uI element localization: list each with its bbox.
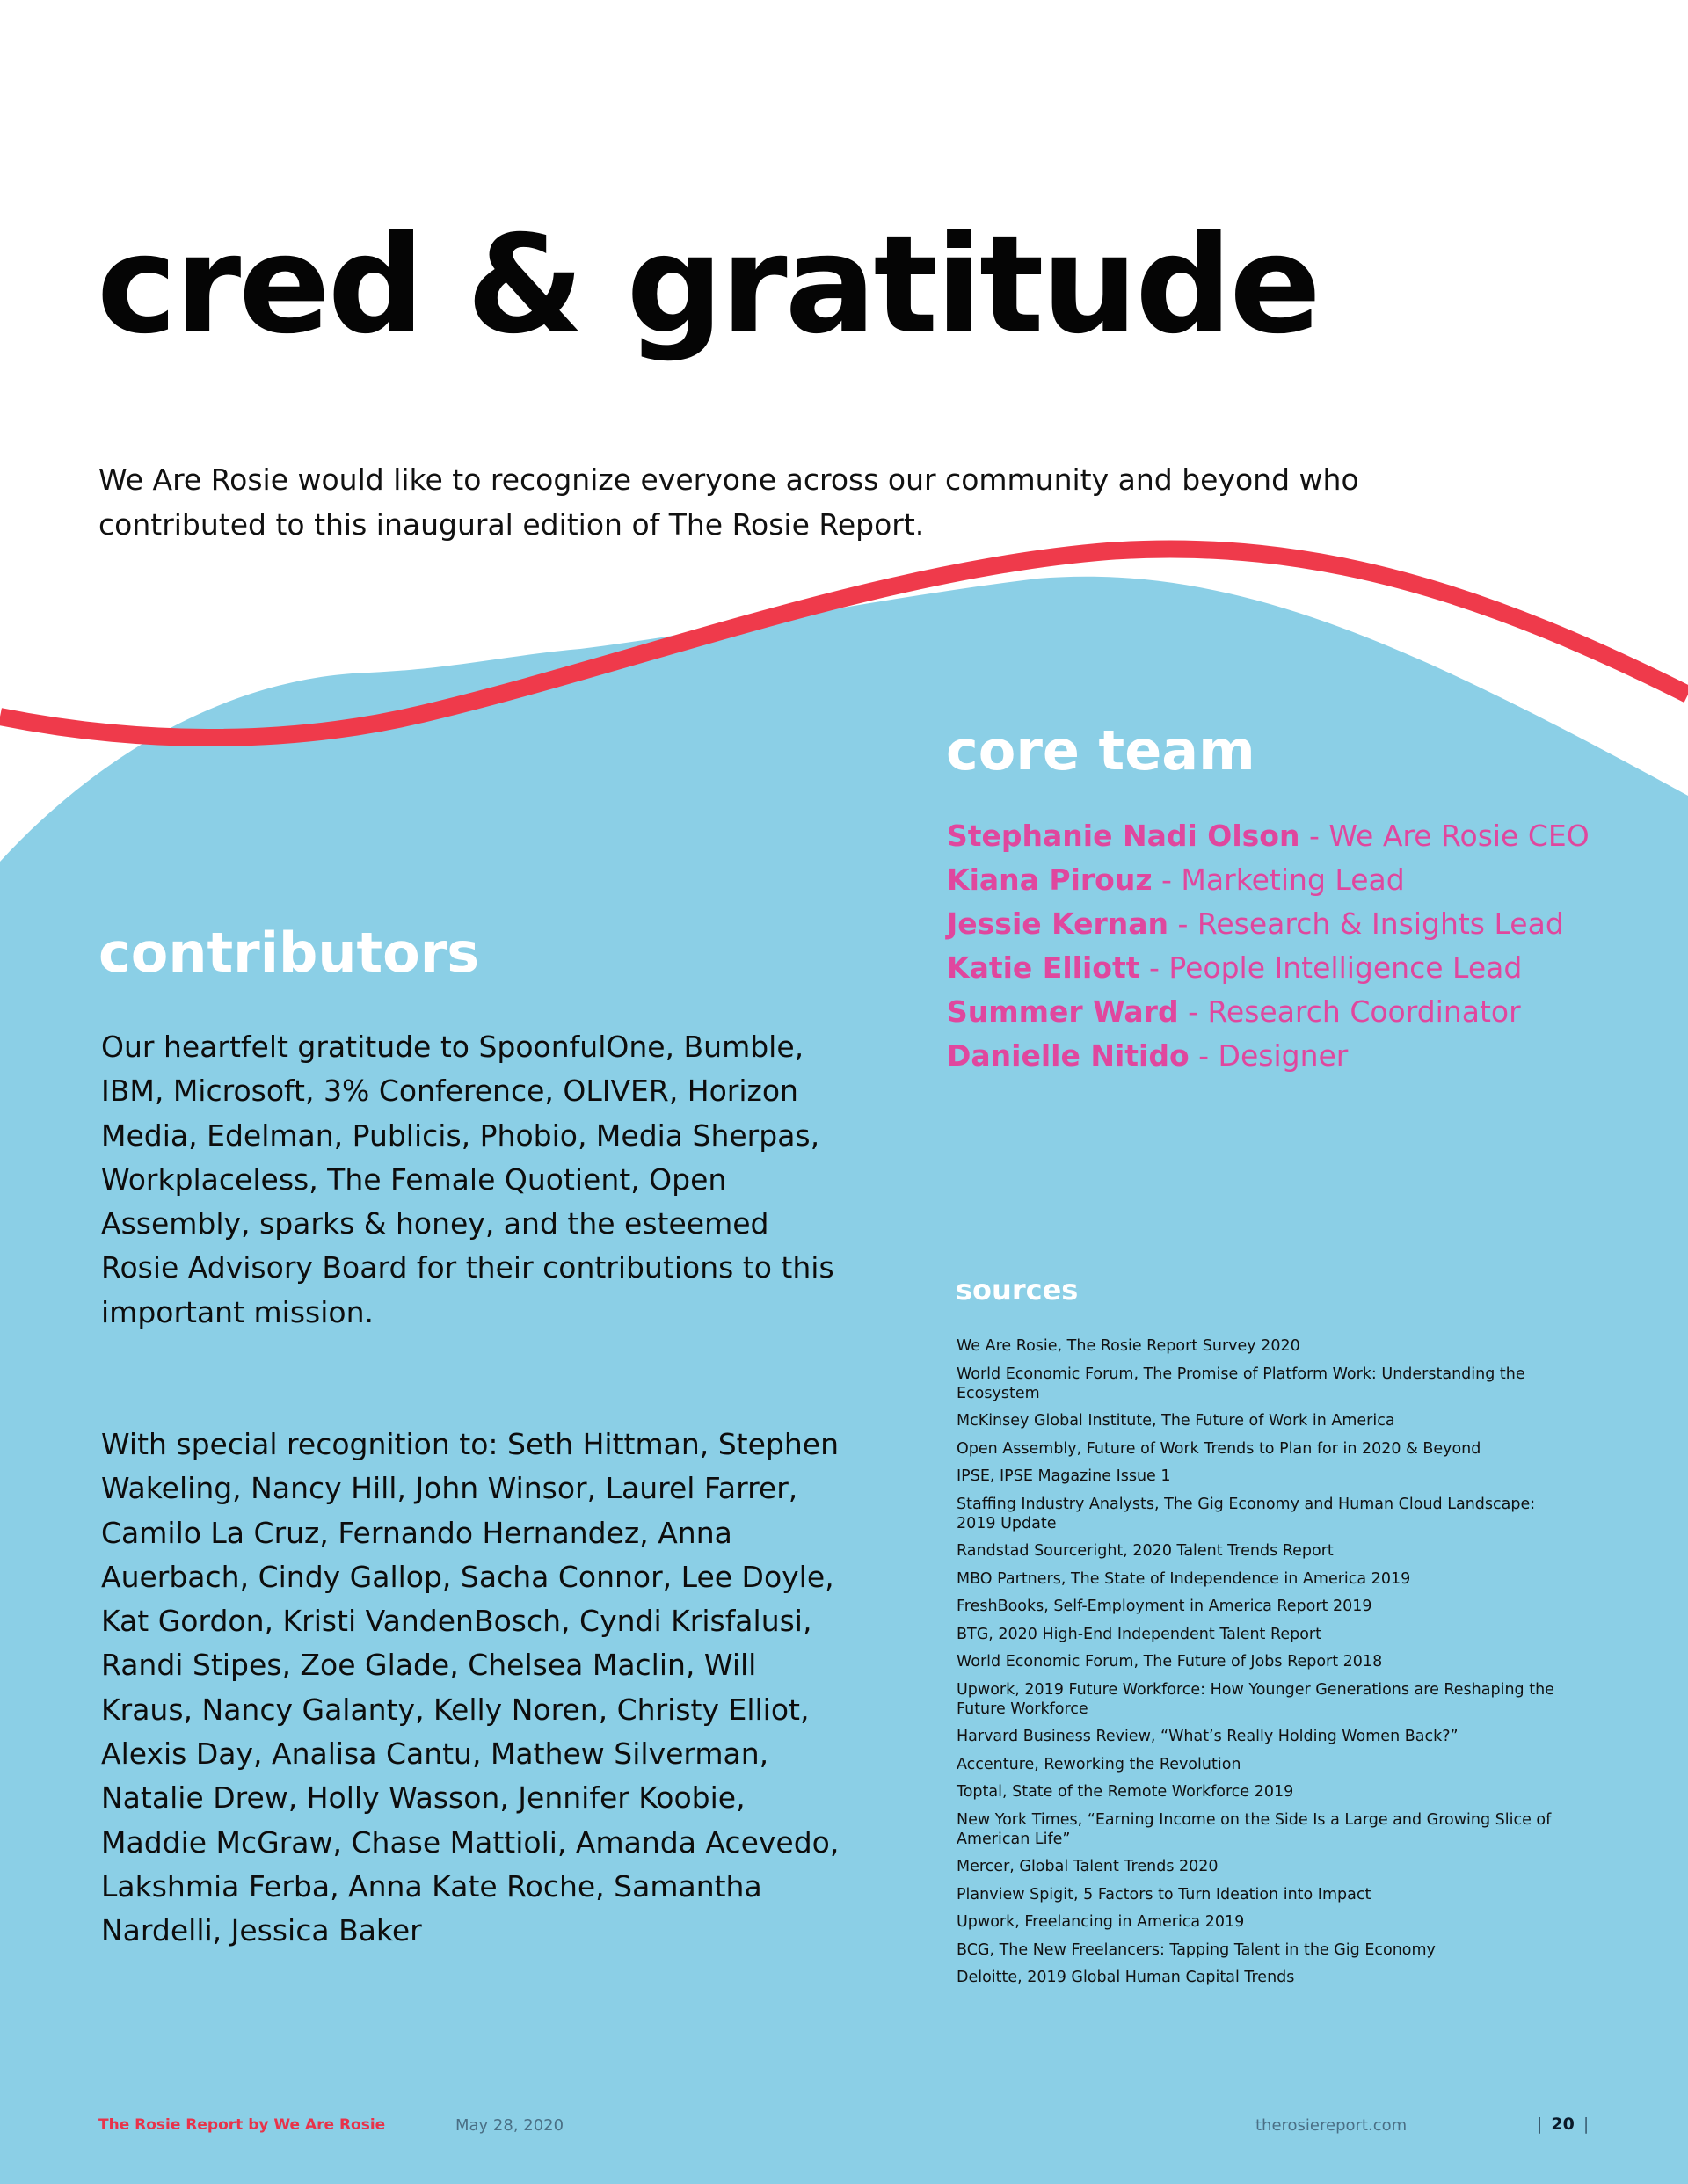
- core-team-list: [947, 814, 1590, 1078]
- source-item: FreshBooks, Self-Employment in America Report 2019: [957, 1598, 1372, 1615]
- member-role: - Research & Insights Lead: [1168, 906, 1564, 941]
- source-item: MBO Partners, The State of Independence in America 2019: [957, 1569, 1411, 1588]
- source-item: IPSE, IPSE Magazine Issue 1: [957, 1467, 1171, 1485]
- core-team-member: [947, 990, 1590, 1034]
- page-separator-left: |: [1537, 2115, 1543, 2134]
- contributors-heading: contributors: [98, 921, 480, 985]
- core-team-member: [947, 946, 1590, 990]
- footer-url[interactable]: therosiereport.com: [1255, 2116, 1408, 2135]
- source-item: Upwork, Freelancing in America 2019: [957, 1913, 1245, 1931]
- member-name: Stephanie Nadi Olson: [947, 819, 1300, 853]
- source-item: Harvard Business Review, “What’s Really Holding Women Back?”: [957, 1728, 1459, 1745]
- source-item: Toptal, State of the Remote Workforce 2019: [957, 1783, 1294, 1801]
- source-item: World Economic Forum, The Promise of Platform Work: Understanding the Ecosystem: [957, 1365, 1525, 1402]
- member-name: Katie Elliott: [947, 950, 1140, 985]
- member-role: - We Are Rosie CEO: [1299, 819, 1590, 853]
- page-number: 20: [1551, 2115, 1575, 2134]
- source-item: We Are Rosie, The Rosie Report Survey 2020: [957, 1337, 1300, 1355]
- footer-brand: The Rosie Report by We Are Rosie: [98, 2116, 386, 2134]
- footer-date: May 28, 2020: [455, 2116, 564, 2135]
- special-recognition-paragraph: With special recognition to: Seth Hittman, Stephen Wakeling, Nancy Hill, John Winsor, Laurel Farrer, Camilo La Cruz, Fernando Hernandez, Anna Auerbach, Cindy Gallop, Sacha Connor, Lee Doyle, Kat Gordon, Kristi VandenBosch, Cyndi Krisfalusi, Randi Stipes, Zoe Glade, Chelsea Maclin, Will Kraus, Nancy Galanty, Kelly Noren, Christy Elliot, Alexis Day, Analisa Cantu, Mathew Silverman, Natalie Drew, Holly Wasson, Jennifer Koobie, Maddie McGraw, Chase Mattioli, Amanda Acevedo, Lakshmia Ferba, Anna Kate Roche, Samantha Nardelli, Jessica Baker: [101, 1427, 840, 1948]
- page-separator-right: |: [1582, 2115, 1590, 2134]
- member-name: Summer Ward: [947, 994, 1179, 1029]
- source-item: World Economic Forum, The Future of Jobs Report 2018: [957, 1653, 1383, 1671]
- source-item: BTG, 2020 High-End Independent Talent Report: [957, 1625, 1321, 1643]
- page-title: cred & gratitude: [97, 207, 1319, 364]
- source-item: Upwork, 2019 Future Workforce: How Younger Generations are Reshaping the Future Workforce: [957, 1680, 1554, 1718]
- source-item: Randstad Sourceright, 2020 Talent Trends Report: [957, 1542, 1334, 1560]
- source-item: New York Times, “Earning Income on the Side Is a Large and Growing Slice of American Life”: [957, 1810, 1552, 1848]
- member-name: Danielle Nitido: [947, 1038, 1190, 1073]
- intro-paragraph: We Are Rosie would like to recognize everyone across our community and beyond who contributed to this inaugural edition of The Rosie Report.: [98, 462, 1359, 542]
- source-item: McKinsey Global Institute, The Future of Work in America: [957, 1412, 1395, 1430]
- source-item: Staffing Industry Analysts, The Gig Economy and Human Cloud Landscape: 2019 Update: [957, 1495, 1536, 1532]
- member-name: Kiana Pirouz: [947, 863, 1153, 897]
- member-role: - People Intelligence Lead: [1139, 950, 1523, 985]
- source-item: Accenture, Reworking the Revolution: [957, 1755, 1241, 1773]
- source-item: Planview Spigit, 5 Factors to Turn Ideation into Impact: [957, 1885, 1372, 1904]
- member-role: - Designer: [1189, 1038, 1349, 1073]
- sources-list: [957, 1336, 1572, 1996]
- contributors-gratitude-paragraph: Our heartfelt gratitude to SpoonfulOne, Bumble, IBM, Microsoft, 3% Conference, OLIVER, Horizon Media, Edelman, Publicis, Phobio, Media Sherpas, Workplaceless, The Female Quotient, Open Assembly, sparks & honey, and the esteemed Rosie Advisory Board for their contributions to this important mission.: [101, 1030, 834, 1329]
- core-team-member: [947, 858, 1590, 902]
- core-team-member: [947, 1034, 1590, 1078]
- source-item: Mercer, Global Talent Trends 2020: [957, 1858, 1219, 1875]
- source-item: Deloitte, 2019 Global Human Capital Trends: [957, 1969, 1295, 1986]
- source-item: BCG, The New Freelancers: Tapping Talent in the Gig Economy: [957, 1940, 1436, 1959]
- core-team-member: [947, 814, 1590, 858]
- footer-page-number: [1537, 2115, 1589, 2134]
- member-role: - Marketing Lead: [1152, 863, 1405, 897]
- source-item: Open Assembly, Future of Work Trends to Plan for in 2020 & Beyond: [957, 1439, 1481, 1458]
- member-role: - Research Coordinator: [1178, 994, 1521, 1029]
- sources-heading: sources: [956, 1273, 1079, 1307]
- member-name: Jessie Kernan: [947, 906, 1169, 941]
- core-team-heading: core team: [946, 718, 1255, 783]
- core-team-member: [947, 902, 1590, 946]
